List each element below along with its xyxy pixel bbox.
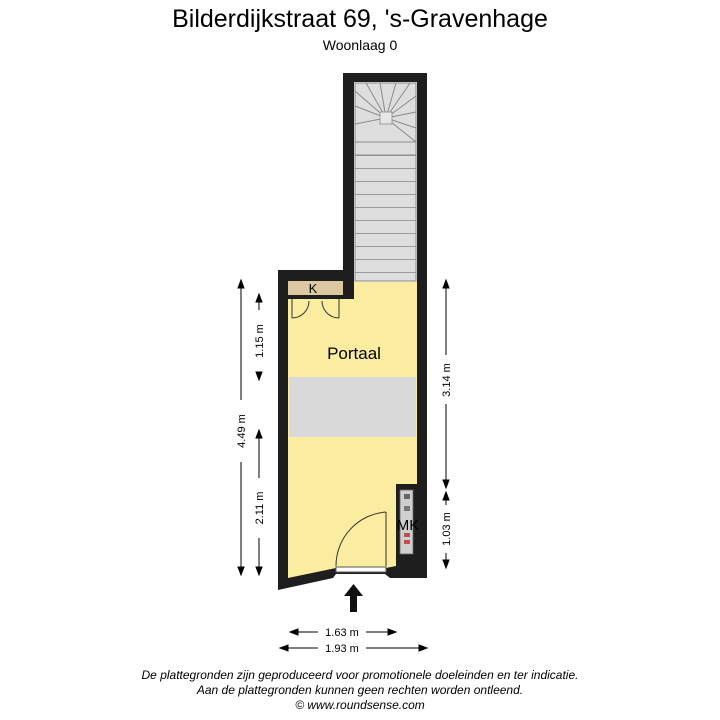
disclaimer-line-1: De plattegronden zijn geproduceerd voor promotionele doeleinden en ter indicatie. [141, 668, 579, 682]
dimension-label-right-lower: 1.03 m [441, 512, 453, 546]
copyright-link[interactable]: © www.roundsense.com [295, 698, 425, 712]
room-label-meterkast: MK [396, 517, 420, 534]
stair-flight [355, 155, 416, 281]
dimension-label-bottom-inner: 1.63 m [325, 627, 359, 639]
dimension-label-left-lower: 2.11 m [254, 491, 266, 525]
room-label-portaal: Portaal [327, 344, 381, 363]
overhead-band [289, 377, 416, 437]
floor-level-label: Woonlaag 0 [322, 37, 398, 53]
dimension-label-right-upper: 3.14 m [441, 363, 453, 397]
dimension-label-bottom-outer: 1.93 m [325, 643, 359, 655]
plan-title: Bilderdijkstraat 69, 's-Gravenhage [172, 5, 548, 33]
dimension-label-left-upper: 1.15 m [254, 324, 266, 358]
entrance-arrow [344, 584, 363, 612]
winder-stairs [355, 83, 416, 155]
dimension-label-left-total: 4.49 m [236, 414, 248, 448]
disclaimer-line-2: Aan de plattegronden kunnen geen rechten worden ontleend. [196, 683, 524, 697]
room-label-kast: K [308, 281, 318, 296]
